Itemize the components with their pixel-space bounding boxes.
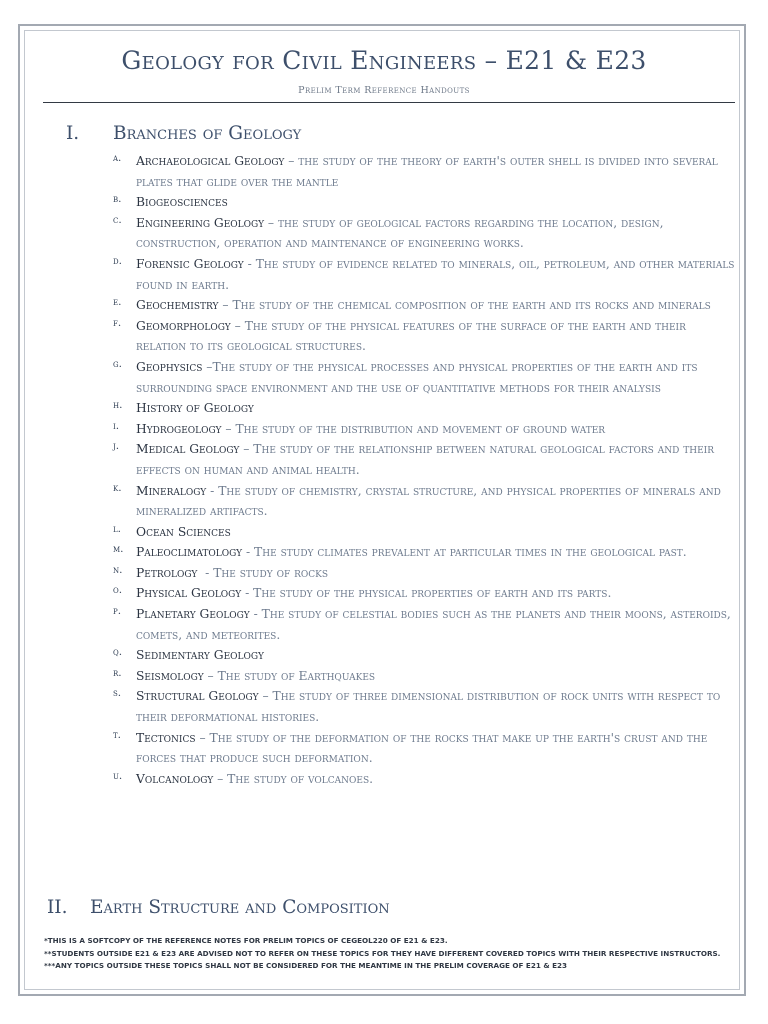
branch-item — [0, 583, 768, 604]
branch-separator: – — [284, 154, 299, 168]
branch-text — [136, 316, 736, 357]
branch-text — [136, 522, 736, 543]
branch-name: Paleoclimatology — [136, 545, 243, 560]
branch-separator: – — [264, 215, 278, 230]
branch-name: Ocean Sciences — [136, 524, 231, 539]
branch-name: Geomorphology — [136, 318, 231, 333]
section-title: Branches of Geology — [113, 123, 302, 144]
branch-name: Sedimentary Geology — [136, 648, 264, 663]
branch-name: Archaeological Geology — [136, 154, 285, 168]
branch-item — [0, 522, 768, 543]
branch-separator: - — [242, 545, 255, 560]
branch-description: The study of the relationship between natural geological factors and their effects on human and animal health. — [136, 442, 715, 477]
branch-item — [0, 419, 768, 440]
branch-letter: f. — [113, 316, 122, 329]
branch-description: The study of the deformation of the rocks that make up the earth's crust and the forces that produce such deformation. — [136, 730, 708, 766]
branch-separator: – — [203, 668, 218, 683]
branch-item — [0, 645, 768, 666]
branch-letter: j. — [113, 440, 120, 453]
footer-note: ***ANY TOPICS OUTSIDE THESE TOPICS SHALL NOT BE CONSIDERED FOR THE MEANTIME IN THE PRELIM COVERAGE OF E21 & E23 — [44, 961, 568, 970]
branch-letter: d. — [113, 254, 122, 267]
branch-item — [0, 254, 768, 295]
branch-name: Volcanology — [136, 771, 214, 786]
branch-description: The study of celestial bodies such as the planets and their moons, asteroids, comets, and meteorites. — [136, 607, 731, 642]
branch-letter: t. — [113, 728, 122, 741]
document-title: Geology for Civil Engineers – E21 & E23 — [121, 46, 647, 75]
section-number: II. — [47, 897, 68, 918]
branch-item — [0, 542, 768, 563]
branch-separator: - — [243, 256, 256, 271]
branch-name: Planetary Geology — [136, 607, 250, 622]
branch-description: The study of three dimensional distribution of rock units with respect to their deformational histories. — [136, 689, 721, 725]
branch-text — [136, 645, 736, 666]
branch-name: Geochemistry — [136, 298, 219, 313]
branch-name: Geophysics — [136, 359, 203, 374]
branch-name: Engineering Geology — [136, 215, 265, 230]
branch-item — [0, 728, 768, 769]
footer-note: **STUDENTS OUTSIDE E21 & E23 ARE ADVISED NOT TO REFER ON THESE TOPICS FOR THEY HAVE DIFFERENT COVERED TOPICS WITH THEIR RESPECTIVE INSTRUCTORS. — [44, 948, 721, 958]
branch-text — [136, 419, 736, 440]
branch-description: The study of rocks — [213, 565, 329, 580]
branch-letter: i. — [113, 419, 120, 432]
branch-separator: - — [249, 607, 262, 622]
branch-description: The study of the physical processes and physical properties of the earth and its surrounding space environment and the use of quantitative methods for their analysis — [136, 359, 698, 395]
title-divider — [43, 102, 735, 103]
branch-description: The study of the physical properties of earth and its parts. — [253, 586, 612, 601]
branch-item — [0, 666, 768, 687]
branch-text — [136, 357, 736, 398]
branch-letter: o. — [113, 584, 123, 597]
branch-text — [136, 398, 736, 419]
branch-text — [136, 213, 736, 254]
branch-item — [0, 563, 768, 584]
branch-name: Medical Geology — [136, 442, 240, 457]
branch-text — [136, 151, 736, 192]
branch-name: Physical Geology — [136, 586, 242, 601]
branch-letter: p. — [113, 605, 122, 618]
branch-separator: – — [230, 318, 245, 333]
branch-description: The study of the distribution and movement of ground water — [235, 421, 606, 436]
branch-separator: - — [206, 483, 219, 498]
branch-text — [136, 728, 736, 769]
branch-description: The study of Earthquakes — [217, 668, 376, 683]
document-subtitle: Prelim Term Reference Handouts — [298, 85, 470, 96]
branch-letter: e. — [113, 296, 122, 309]
section-heading-earth-structure — [0, 897, 768, 923]
branch-letter: g. — [113, 357, 122, 370]
branch-name: Seismology — [136, 668, 204, 683]
branch-text — [136, 769, 736, 790]
branch-item — [0, 151, 768, 192]
branch-list — [0, 151, 768, 789]
branch-description: the study of the theory of earth's outer shell is divided into several plates that glide over the mantle — [136, 154, 718, 189]
branch-name: Biogeosciences — [136, 195, 228, 210]
branch-item — [0, 439, 768, 480]
section-title: Earth Structure and Composition — [90, 897, 390, 918]
branch-name: Petrology — [136, 565, 198, 580]
branch-text — [136, 439, 736, 480]
branch-letter: n. — [113, 563, 123, 576]
branch-separator: - — [241, 586, 254, 601]
branch-name: Hydrogeology — [136, 421, 222, 436]
branch-description: The study of the chemical composition of the earth and its rocks and minerals — [232, 298, 711, 313]
branch-separator: – — [258, 689, 273, 704]
branch-description: The study of evidence related to minerals, oil, petroleum, and other materials found in earth. — [136, 256, 735, 292]
branch-letter: q. — [113, 646, 123, 659]
branch-item — [0, 316, 768, 357]
branch-text — [136, 254, 736, 295]
branch-letter: l. — [113, 522, 121, 535]
branch-separator: - — [197, 565, 214, 580]
footer-notes — [44, 935, 744, 973]
branch-description: The study of volcanoes. — [227, 771, 374, 786]
branch-letter: k. — [113, 481, 122, 494]
branch-name: History of Geology — [136, 401, 254, 416]
branch-letter: b. — [113, 193, 122, 206]
branch-separator: – — [213, 771, 228, 786]
branch-text — [136, 666, 736, 687]
section-number: I. — [66, 123, 80, 144]
branch-item — [0, 192, 768, 213]
branch-name: Forensic Geology — [136, 256, 244, 271]
branch-letter: h. — [113, 399, 123, 412]
branch-text — [136, 583, 736, 604]
branch-description: The study of the physical features of the surface of the earth and their relation to its geological structures. — [136, 318, 686, 354]
branch-text — [136, 686, 736, 727]
branch-letter: a. — [113, 152, 122, 164]
branch-letter: u. — [113, 769, 123, 782]
branch-letter: s. — [113, 687, 122, 700]
branch-letter: c. — [113, 213, 122, 226]
branch-item — [0, 769, 768, 790]
branch-text — [136, 604, 736, 645]
branch-name: Mineralogy — [136, 483, 207, 498]
branch-text — [136, 563, 736, 584]
footer-note: *THIS IS A SOFTCOPY OF THE REFERENCE NOTES FOR PRELIM TOPICS OF CEGEOL220 OF E21 & E23. — [44, 936, 448, 945]
branch-description: The study climates prevalent at particular times in the geological past. — [254, 545, 687, 560]
section-heading-branches — [0, 123, 768, 149]
branch-separator: – — [221, 421, 236, 436]
branch-text — [136, 481, 736, 522]
branch-name: Tectonics — [136, 730, 196, 745]
branch-separator: – — [195, 730, 210, 745]
branch-item — [0, 604, 768, 645]
branch-item — [0, 213, 768, 254]
branch-text — [136, 192, 736, 213]
branch-separator: – — [218, 298, 233, 313]
branch-item — [0, 357, 768, 398]
branch-item — [0, 686, 768, 727]
branch-text — [136, 295, 736, 316]
branch-letter: r. — [113, 666, 122, 679]
branch-separator: – — [202, 359, 213, 374]
branch-item — [0, 481, 768, 522]
branch-description: The study of chemistry, crystal structure, and physical properties of minerals and mineralized artifacts. — [136, 483, 721, 519]
branch-letter: m. — [113, 543, 124, 556]
branch-item — [0, 295, 768, 316]
branch-description: the study of geological factors regarding the location, design, construction, operation and maintenance of engineering works. — [136, 215, 664, 251]
branch-text — [136, 542, 736, 563]
branch-separator: – — [239, 442, 254, 457]
branch-name: Structural Geology — [136, 689, 259, 704]
branch-item — [0, 398, 768, 419]
